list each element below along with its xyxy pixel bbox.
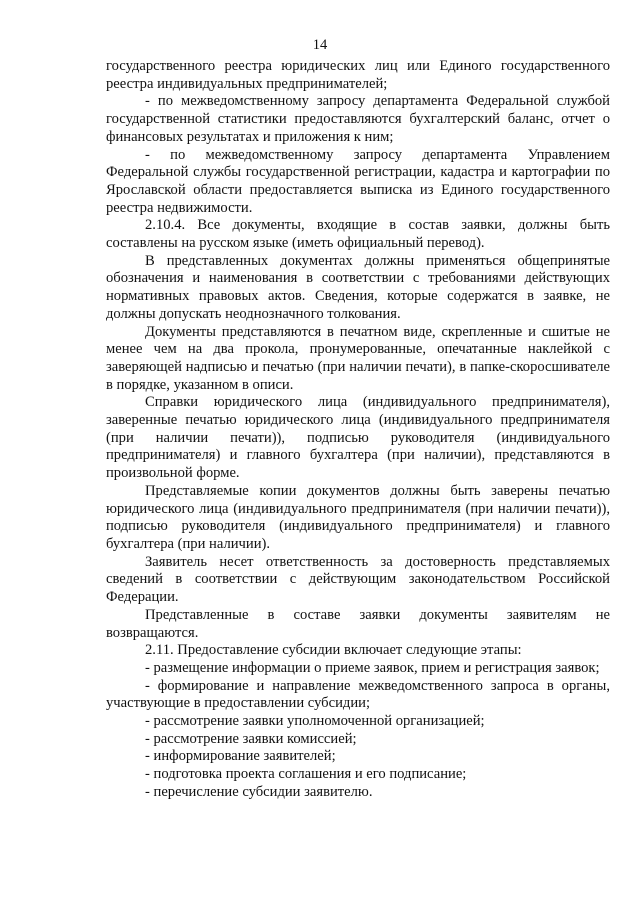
paragraph-2-11: 2.11. Предоставление субсидии включает следующие этапы: bbox=[145, 642, 522, 659]
paragraph-registry-continuation: государственного реестра юридических лиц или Единого государственного реестра индивидуальных предпринимателей; bbox=[106, 58, 610, 92]
list-item-stage: - перечисление субсидии заявителю. bbox=[145, 783, 373, 800]
list-item-stage: - информирование заявителей; bbox=[145, 748, 336, 765]
list-item-stage: - формирование и направление межведомственного запроса в органы, участвующие в предоставлении субсидии; bbox=[106, 677, 610, 712]
list-item-stage: - размещение информации о приеме заявок, прием и регистрация заявок; bbox=[145, 659, 600, 676]
page-number: 14 bbox=[312, 37, 328, 53]
paragraph-2-10-4: 2.10.4. Все документы, входящие в состав заявки, должны быть составлены на русском языке (иметь официальный перевод). bbox=[106, 217, 610, 252]
paragraph-rosreestr-request: - по межведомственному запросу департамента Управлением Федеральной службы государственной регистрации, кадастра и картографии по Ярославской области предоставляется выписка из Единого государственного реестра недвижимости. bbox=[106, 146, 610, 216]
paragraph-copies: Представляемые копии документов должны быть заверены печатью юридического лица (индивидуального предпринимателя (при наличии печати)), подписью руководителя (индивидуального предпринимателя) и главного бухгалтера (при наличии). bbox=[106, 482, 610, 552]
paragraph-printed-documents: Документы представляются в печатном виде, скрепленные и сшитые не менее чем на два прокола, пронумерованные, опечатанные наклейкой с заверяющей надписью и печатью (при наличии печати), в папке-скоросшивателе в порядке, указанном в описи. bbox=[106, 323, 610, 393]
document-body bbox=[106, 58, 610, 802]
paragraph-designations: В представленных документах должны применяться общепринятые обозначения и наименования в соответствии с требованиями действующих нормативных правовых актов. Сведения, которые содержатся в заявке, не должны допускать неоднозначного толкования. bbox=[106, 252, 610, 322]
list-item-stage: - рассмотрение заявки комиссией; bbox=[145, 730, 357, 747]
paragraph-certificates: Справки юридического лица (индивидуального предпринимателя), заверенные печатью юридического лица (индивидуального предпринимателя (при наличии печати)), подписью руководителя (индивидуального предпринимателя) и главного бухгалтера (при наличии), представляются в произвольной форме. bbox=[106, 394, 610, 482]
list-item-stage: - подготовка проекта соглашения и его подписание; bbox=[145, 766, 467, 783]
paragraph-statistics-request: - по межведомственному запросу департамента Федеральной службой государственной статистики предоставляются бухгалтерский баланс, отчет о финансовых результатах и приложения к ним; bbox=[106, 93, 610, 145]
list-item-stage: - рассмотрение заявки уполномоченной организацией; bbox=[145, 713, 485, 730]
paragraph-responsibility: Заявитель несет ответственность за достоверность представляемых сведений в соответствии с действующим законодательством Российской Федерации. bbox=[106, 553, 610, 606]
paragraph-not-returned: Представленные в составе заявки документы заявителям не возвращаются. bbox=[106, 606, 610, 641]
